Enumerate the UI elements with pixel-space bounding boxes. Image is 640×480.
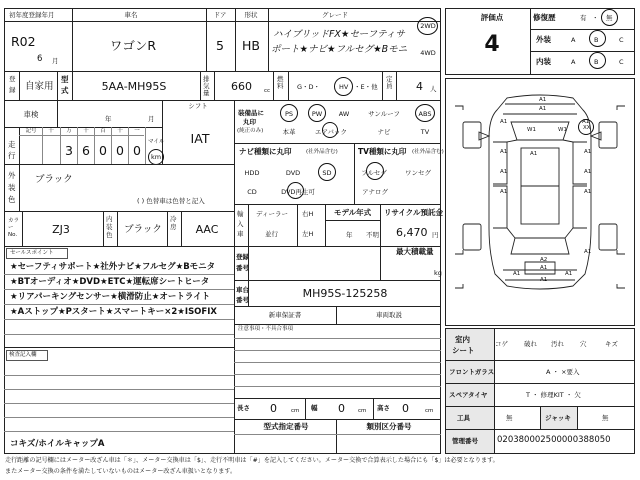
- mileage-header-1k: 千: [83, 128, 89, 134]
- km-label: km: [151, 153, 162, 161]
- import-right-hand: 右H: [302, 210, 314, 218]
- tools-label: 工具: [457, 414, 470, 422]
- spare-label: スペアタイヤ: [449, 391, 488, 399]
- recycle-label: リサイクル預託金: [384, 208, 443, 217]
- width-unit: cm: [358, 408, 367, 414]
- fuel-hv: HV: [339, 83, 349, 91]
- navi-cd: CD: [247, 188, 257, 196]
- model-year-unit: 年: [346, 231, 353, 239]
- displacement-label: 排気量: [203, 75, 210, 98]
- diagram-mark: A1: [530, 151, 538, 157]
- navi-label-sub: (社外品含む): [306, 149, 338, 155]
- diagram-mark: A1: [500, 119, 508, 125]
- repair-no: 無: [606, 14, 613, 22]
- inspection-year-label: 年: [105, 115, 112, 123]
- notes-label: 注意事項・不具合事項: [238, 326, 294, 332]
- diagram-mark: W1: [527, 127, 536, 133]
- model-code: 5AA-MH95S: [101, 80, 167, 93]
- interior-label: 内装: [536, 57, 551, 66]
- interior-color: ブラック: [124, 224, 162, 235]
- width-value: 0: [338, 402, 345, 415]
- equip-aw: AW: [338, 110, 350, 118]
- fuel-hv-circle: [334, 77, 353, 96]
- grade-line-1: ハイブリッドFX★セーフティサ: [273, 29, 405, 40]
- diagram-mark: A1: [513, 271, 521, 277]
- equip-pw-circle: [308, 104, 326, 122]
- tv-oneseg: ワンセグ: [405, 169, 431, 177]
- mileage-header-100: 百: [100, 128, 106, 134]
- interior-b-circle: [589, 52, 606, 69]
- seat-label-1: 室内: [455, 335, 470, 344]
- footer-note-2: またメーター交換の条件を満たしていないものはメーター改ざん車扱いとなります。: [5, 468, 237, 475]
- footer-note-1: 走行距離の記号欄にはメーター改ざん車は「＊」、メーター交換車は「$」、走行不明車は「#」を記入してください。メーター交換で合算表示した場合にも「$」は必要となります。: [5, 457, 499, 464]
- mileage-label-2: 行: [8, 151, 16, 160]
- model-year-unknown: 不明: [366, 231, 379, 239]
- fuel-label: 燃料: [277, 75, 284, 91]
- length-value: 0: [270, 402, 277, 415]
- diagram-mark: A1: [539, 97, 547, 103]
- ac-value: AAC: [195, 223, 219, 236]
- manual-label: 車両取説: [376, 311, 402, 319]
- purpose: 自家用: [25, 81, 54, 92]
- name-label: 車名: [124, 11, 138, 19]
- reg-number-label-2: 番号: [236, 264, 249, 272]
- equip-ps-circle: [280, 104, 298, 122]
- exterior-label: 外装: [536, 35, 551, 44]
- drive-4wd: 4WD: [420, 49, 436, 57]
- equip-sunroof: サンルーフ: [368, 110, 400, 118]
- mileage-header-1: 一: [134, 128, 140, 134]
- chassis-number: MH95S-125258: [302, 287, 388, 300]
- fuel-options: G・D・: [297, 83, 321, 91]
- tv-analog: アナログ: [362, 188, 388, 196]
- displacement: 660: [231, 80, 252, 93]
- shift-label: シフト: [188, 102, 208, 110]
- capacity-label: 定員: [386, 75, 393, 91]
- navi-sd: SD: [322, 169, 332, 177]
- diagram-mark: A1: [584, 169, 592, 175]
- mgmt-number: 020380002500000388050: [497, 435, 611, 445]
- diagram-mark: A1: [584, 189, 592, 195]
- diagram-mark: A1: [584, 149, 592, 155]
- equip-abs-circle: [415, 104, 435, 122]
- inspector-note: コキズ/ホイルキャップA: [10, 439, 105, 449]
- equip-leather: 本革: [282, 128, 296, 136]
- door-label: ドア: [213, 11, 227, 19]
- mile-label: マイル: [148, 139, 165, 145]
- jack-label: ジャッキ: [545, 414, 571, 422]
- equipment-label-1: 装備品に: [238, 109, 264, 117]
- mileage-digit: 0: [133, 143, 141, 158]
- model-year-label: モデル年式: [334, 208, 372, 217]
- height-label: 高さ: [377, 404, 390, 412]
- purpose-label-2: 録: [9, 86, 16, 94]
- repair-dot: ・: [592, 14, 599, 22]
- import-left-hand: 左H: [302, 230, 314, 238]
- inspection-month-label: 月: [148, 115, 155, 123]
- navi-hdd: HDD: [244, 169, 260, 177]
- inspection-label: 車検: [23, 110, 39, 119]
- navi-dvd: DVD: [285, 169, 301, 177]
- mileage-digit: 3: [65, 143, 73, 158]
- glass-value: A ・ ×要入: [546, 368, 580, 376]
- diagram-mark: W1: [558, 127, 567, 133]
- capacity-unit: 人: [430, 85, 437, 93]
- mileage-digit: 0: [116, 143, 124, 158]
- repair-yes: 有: [580, 14, 587, 22]
- shape-label: 形状: [244, 11, 258, 19]
- import-dealer: ディーラー: [256, 210, 288, 218]
- interior-c: C: [619, 58, 624, 66]
- color-code-label: カラー No.: [8, 218, 20, 239]
- navi-label: ナビ種類に丸印: [239, 147, 292, 156]
- mileage-header-10k: 万: [66, 128, 72, 134]
- mileage-label-1: 走: [8, 140, 16, 149]
- cc-unit: cc: [264, 88, 271, 94]
- tools-value: 無: [506, 414, 513, 422]
- inspector-label: 検査記入欄: [9, 352, 37, 358]
- load-label: 最大積載量: [396, 247, 434, 256]
- equipment-label-3: (純正のみ): [237, 128, 264, 134]
- exterior-b-circle: [589, 30, 606, 47]
- tv-fullseg-circle: [366, 162, 384, 180]
- equip-navi: ナビ: [377, 128, 391, 136]
- reg-number-label-1: 登録: [236, 253, 249, 261]
- capacity: 4: [416, 80, 423, 93]
- repair-no-circle: [601, 9, 618, 26]
- equip-abs: ABS: [418, 110, 432, 118]
- model-label-1: 型: [61, 75, 69, 84]
- grade-label: グレード: [322, 11, 348, 19]
- ac-label: 冷房: [170, 215, 177, 231]
- seat-burn: コゲ: [495, 340, 508, 348]
- import-label-1: 輸: [237, 210, 244, 218]
- seat-label-2: シート: [452, 346, 475, 355]
- mileage-digit: 0: [99, 143, 107, 158]
- recycle-unit: 円: [432, 231, 439, 239]
- color-label-2: 装: [8, 183, 16, 192]
- tv-label: TV種類に丸印: [358, 147, 407, 156]
- seat-stain: 汚れ: [551, 340, 564, 348]
- purpose-label-1: 登: [9, 75, 16, 83]
- tv-label-sub: (社外品含む): [412, 149, 444, 155]
- import-label-3: 車: [237, 230, 244, 238]
- exterior-c: C: [619, 36, 624, 44]
- import-parallel: 並行: [265, 230, 278, 238]
- category-label: 類別区分番号: [366, 422, 412, 431]
- body-shape: HB: [242, 38, 260, 53]
- mileage-header-100k: 十: [48, 128, 54, 134]
- first-reg-label: 初年度登録年月: [9, 11, 55, 19]
- equipment-label-2: 丸印: [243, 118, 256, 126]
- sales-point-label: セールスポイント: [10, 250, 54, 256]
- diagram-mark: XX: [583, 125, 591, 131]
- car-diagram: [445, 78, 635, 326]
- sales-point-line: ★セーフティサポート★社外ナビ★フルセグ★Bモニタ: [10, 262, 216, 272]
- spare-value: T ・ 修理KIT ・ 欠: [526, 391, 581, 399]
- km-circle: [148, 149, 164, 165]
- equip-pw: PW: [311, 110, 323, 118]
- exterior-b: B: [594, 36, 599, 44]
- reg-year: R02: [11, 34, 36, 49]
- equip-tv: TV: [420, 128, 430, 136]
- diagram-mark: A1: [500, 169, 508, 175]
- mileage-header-mark: 記号: [25, 128, 37, 134]
- interior-color-label: 内装色: [106, 215, 113, 239]
- mileage-header-10: 十: [117, 128, 123, 134]
- import-label-2: 入: [237, 220, 244, 228]
- diagram-mark: A1: [540, 265, 548, 271]
- diagram-mark: A1: [582, 119, 590, 125]
- diagram-mark: A1: [500, 189, 508, 195]
- score-value: 4: [484, 32, 500, 57]
- mgmt-label: 管理番号: [452, 437, 478, 445]
- diagram-xx-circle: [578, 119, 594, 135]
- grade-line-2: ポート★ナビ★フルセグ★Bモニ: [271, 44, 408, 55]
- equip-airbag: エアバック: [315, 128, 347, 136]
- repair-label: 修復歴: [533, 13, 556, 22]
- diagram-mark: A1: [539, 106, 547, 112]
- navi-dvd-play-circle: [287, 182, 304, 199]
- color-code: ZJ3: [52, 223, 70, 236]
- recycle-amount: 6,470: [396, 226, 428, 239]
- exterior-a: A: [571, 36, 576, 44]
- navi-dvd-play: DVD再生可: [281, 188, 315, 196]
- tv-fullseg: フルセグ: [361, 169, 387, 177]
- diagram-mark: A1: [584, 249, 592, 255]
- chassis-label-2: 番号: [236, 296, 249, 304]
- color-note: ( ) 色替車は色替と記入: [137, 197, 205, 205]
- seat-tear: 破れ: [524, 340, 537, 348]
- vehicle-name: ワゴンR: [109, 38, 157, 53]
- sales-point-line: ★Aストップ★Pスタート★スマートキー×2★ISOFIX: [10, 307, 217, 317]
- fuel-rest: ・E・他: [354, 83, 378, 91]
- navi-sd-circle: [318, 163, 336, 181]
- seat-scratch: キズ: [605, 340, 618, 348]
- diagram-mark: A1: [500, 149, 508, 155]
- door-count: 5: [216, 38, 224, 53]
- jack-value: 無: [602, 414, 609, 422]
- reg-month: 6: [37, 54, 43, 64]
- seat-hole: 穴: [580, 340, 587, 348]
- chassis-label-1: 車台: [236, 286, 249, 294]
- model-spec-label: 型式指定番号: [263, 422, 309, 431]
- score-label: 評価点: [480, 13, 504, 22]
- length-unit: cm: [291, 408, 300, 414]
- color-value: ブラック: [35, 174, 73, 185]
- equip-ps: PS: [284, 110, 294, 118]
- diagram-mark: A1: [565, 271, 573, 277]
- glass-label: フロントガラス: [449, 368, 495, 376]
- sales-point-line: ★リアパーキングセンサー★横滑防止★オートライト: [10, 292, 211, 302]
- model-label-2: 式: [61, 86, 69, 95]
- warranty-label: 新車保証書: [268, 311, 302, 319]
- interior-b: B: [594, 58, 599, 66]
- length-label: 長さ: [237, 404, 250, 412]
- mileage-digit: 6: [82, 143, 90, 158]
- sales-point-line: ★BTオーディオ★DVD★ETC★運転席シートヒータ: [10, 277, 210, 287]
- load-unit: kg: [434, 269, 442, 277]
- shift-value: IAT: [190, 131, 210, 146]
- width-label: 幅: [311, 404, 318, 412]
- drive-2wd: 2WD: [420, 22, 436, 30]
- month-unit: 月: [52, 57, 59, 65]
- height-unit: cm: [425, 408, 434, 414]
- color-label-3: 色: [8, 195, 16, 204]
- height-value: 0: [402, 402, 409, 415]
- diagram-mark: A2: [540, 257, 548, 263]
- diagram-mark: A1: [540, 277, 548, 283]
- equip-airbag-circle: [322, 122, 338, 138]
- color-label-1: 外: [8, 171, 16, 180]
- interior-a: A: [571, 58, 576, 66]
